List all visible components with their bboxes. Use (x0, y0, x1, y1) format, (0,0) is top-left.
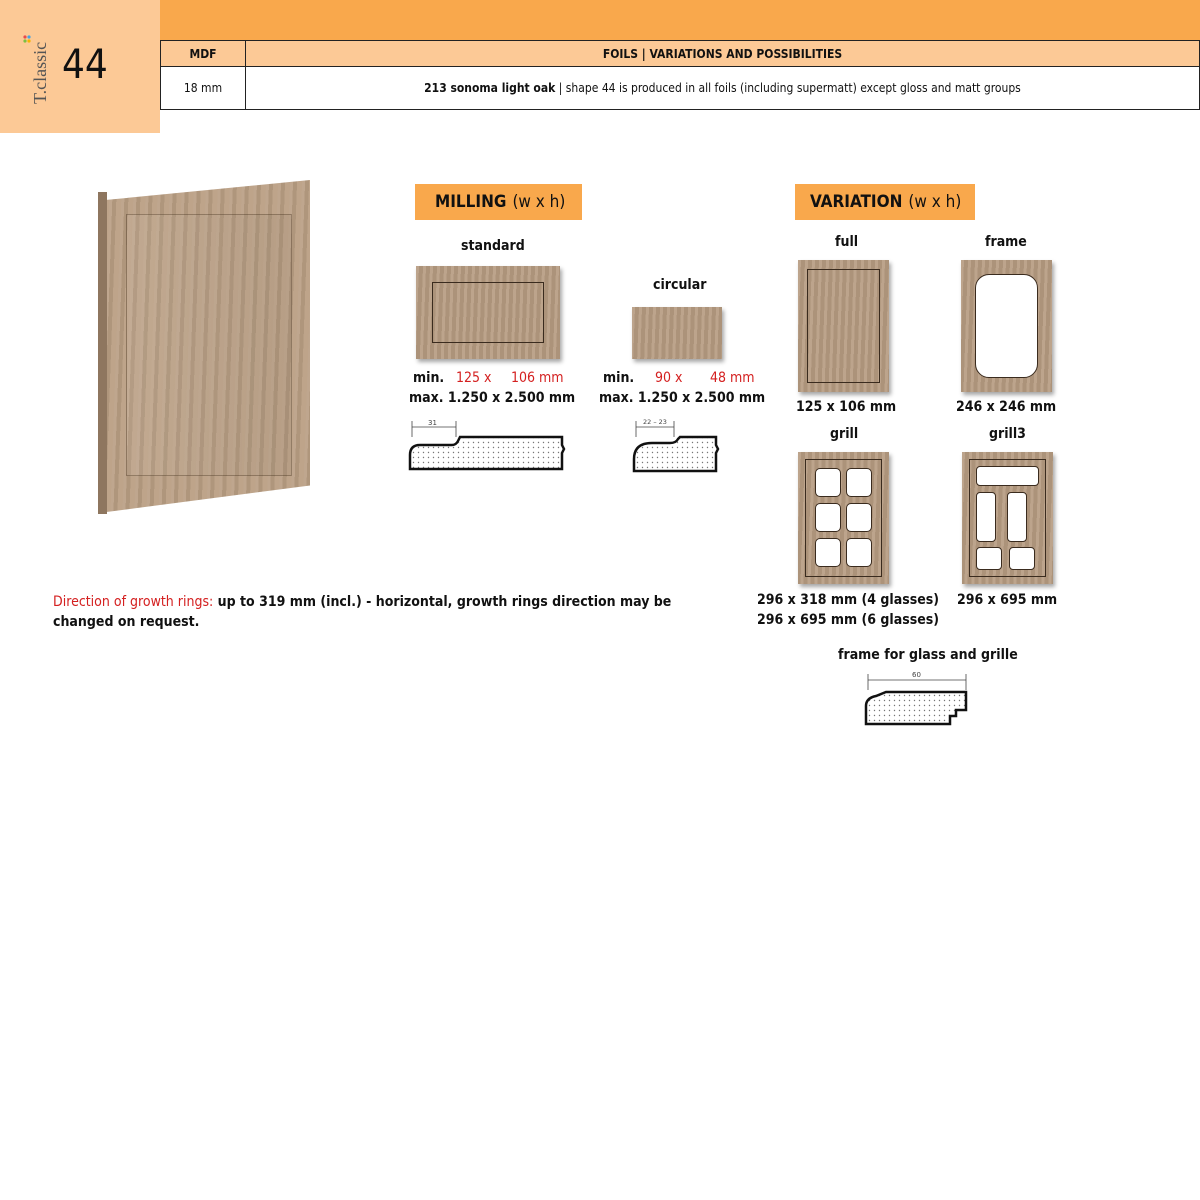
grill-pane (846, 468, 872, 497)
grill3-pane (1009, 547, 1035, 570)
variation-grill-dims-2: 296 x 695 mm (6 glasses) (757, 612, 940, 628)
circular-sample (632, 307, 722, 359)
shape-badge (0, 0, 160, 133)
variation-grill-sample (798, 452, 889, 584)
spec-table-row (161, 67, 1200, 110)
frame-profile-dim: 60 (912, 671, 921, 679)
variation-unit: (w x h) (908, 192, 962, 212)
circular-min-height: 48 mm (710, 370, 755, 386)
standard-min-label: min. (413, 370, 445, 386)
circular-profile-drawing (630, 415, 725, 475)
variation-full-sample (798, 260, 889, 392)
frame-profile-label: frame for glass and grille (838, 647, 1018, 663)
standard-sample-groove (432, 282, 544, 343)
variation-grill3-dims: 296 x 695 mm (957, 592, 1058, 608)
note-text: up to 319 mm (incl.) - horizontal, growth rings direction may be changed on request. (53, 594, 672, 630)
growth-rings-note (53, 592, 703, 632)
standard-max: max. 1.250 x 2.500 mm (409, 390, 576, 406)
header-bar (160, 0, 1200, 40)
variation-grill-dims: 296 x 318 mm (4 glasses) (757, 592, 940, 608)
grill-pane (846, 538, 872, 567)
foil-name: 213 sonoma light oak (424, 81, 556, 96)
standard-sample (416, 266, 560, 359)
variation-frame-label: frame (985, 234, 1027, 250)
variation-full-label: full (835, 234, 859, 250)
thickness-cell: 18 mm (161, 67, 246, 110)
grill3-top-pane (976, 466, 1039, 486)
milling-unit: (w x h) (512, 192, 566, 212)
note-highlight: Direction of growth rings: (53, 594, 214, 610)
grill-pane (815, 503, 841, 532)
variation-header (795, 184, 975, 220)
variation-grill3-label: grill3 (989, 426, 1026, 442)
column-header-mdf: MDF (161, 41, 246, 67)
spec-table-header-row (161, 41, 1200, 67)
door-edge (98, 192, 107, 514)
circular-label: circular (653, 277, 707, 293)
column-header-foils: FOILS | VARIATIONS AND POSSIBILITIES (246, 41, 1200, 67)
grill-pane (815, 538, 841, 567)
standard-profile-dim: 31 (428, 419, 437, 427)
milling-title: MILLING (435, 192, 507, 212)
circular-min-width: 90 x (655, 370, 683, 386)
brand-name: T.classic (30, 41, 50, 104)
variation-frame-sample (961, 260, 1052, 392)
door-panel (126, 214, 292, 476)
variation-grill-label: grill (830, 426, 859, 442)
grill3-pane (1007, 492, 1027, 542)
grill3-pane (976, 547, 1002, 570)
milling-header (415, 184, 582, 220)
circular-profile-dim: 22 – 23 (643, 418, 667, 426)
grill-pane (815, 468, 841, 497)
variation-frame-dims: 246 x 246 mm (956, 399, 1057, 415)
variation-grill3-sample (962, 452, 1053, 584)
grill-pane (846, 503, 872, 532)
standard-label: standard (461, 238, 525, 254)
standard-profile-drawing (406, 415, 571, 475)
variation-title: VARIATION (810, 192, 903, 212)
door-front-image (98, 180, 310, 512)
spec-table (160, 40, 1200, 110)
shape-number: 44 (62, 42, 108, 88)
standard-min-width: 125 x (456, 370, 492, 386)
brand-logo (8, 34, 50, 104)
variation-full-dims: 125 x 106 mm (796, 399, 897, 415)
standard-min-height: 106 mm (511, 370, 564, 386)
foils-cell (246, 67, 1200, 110)
variation-full-groove (807, 269, 880, 383)
circular-min-label: min. (603, 370, 635, 386)
variation-frame-glass (975, 274, 1038, 378)
foil-note: | shape 44 is produced in all foils (including supermatt) except gloss and matt groups (555, 81, 1021, 96)
circular-max: max. 1.250 x 2.500 mm (599, 390, 766, 406)
frame-profile-drawing (862, 668, 972, 728)
grill3-pane (976, 492, 996, 542)
